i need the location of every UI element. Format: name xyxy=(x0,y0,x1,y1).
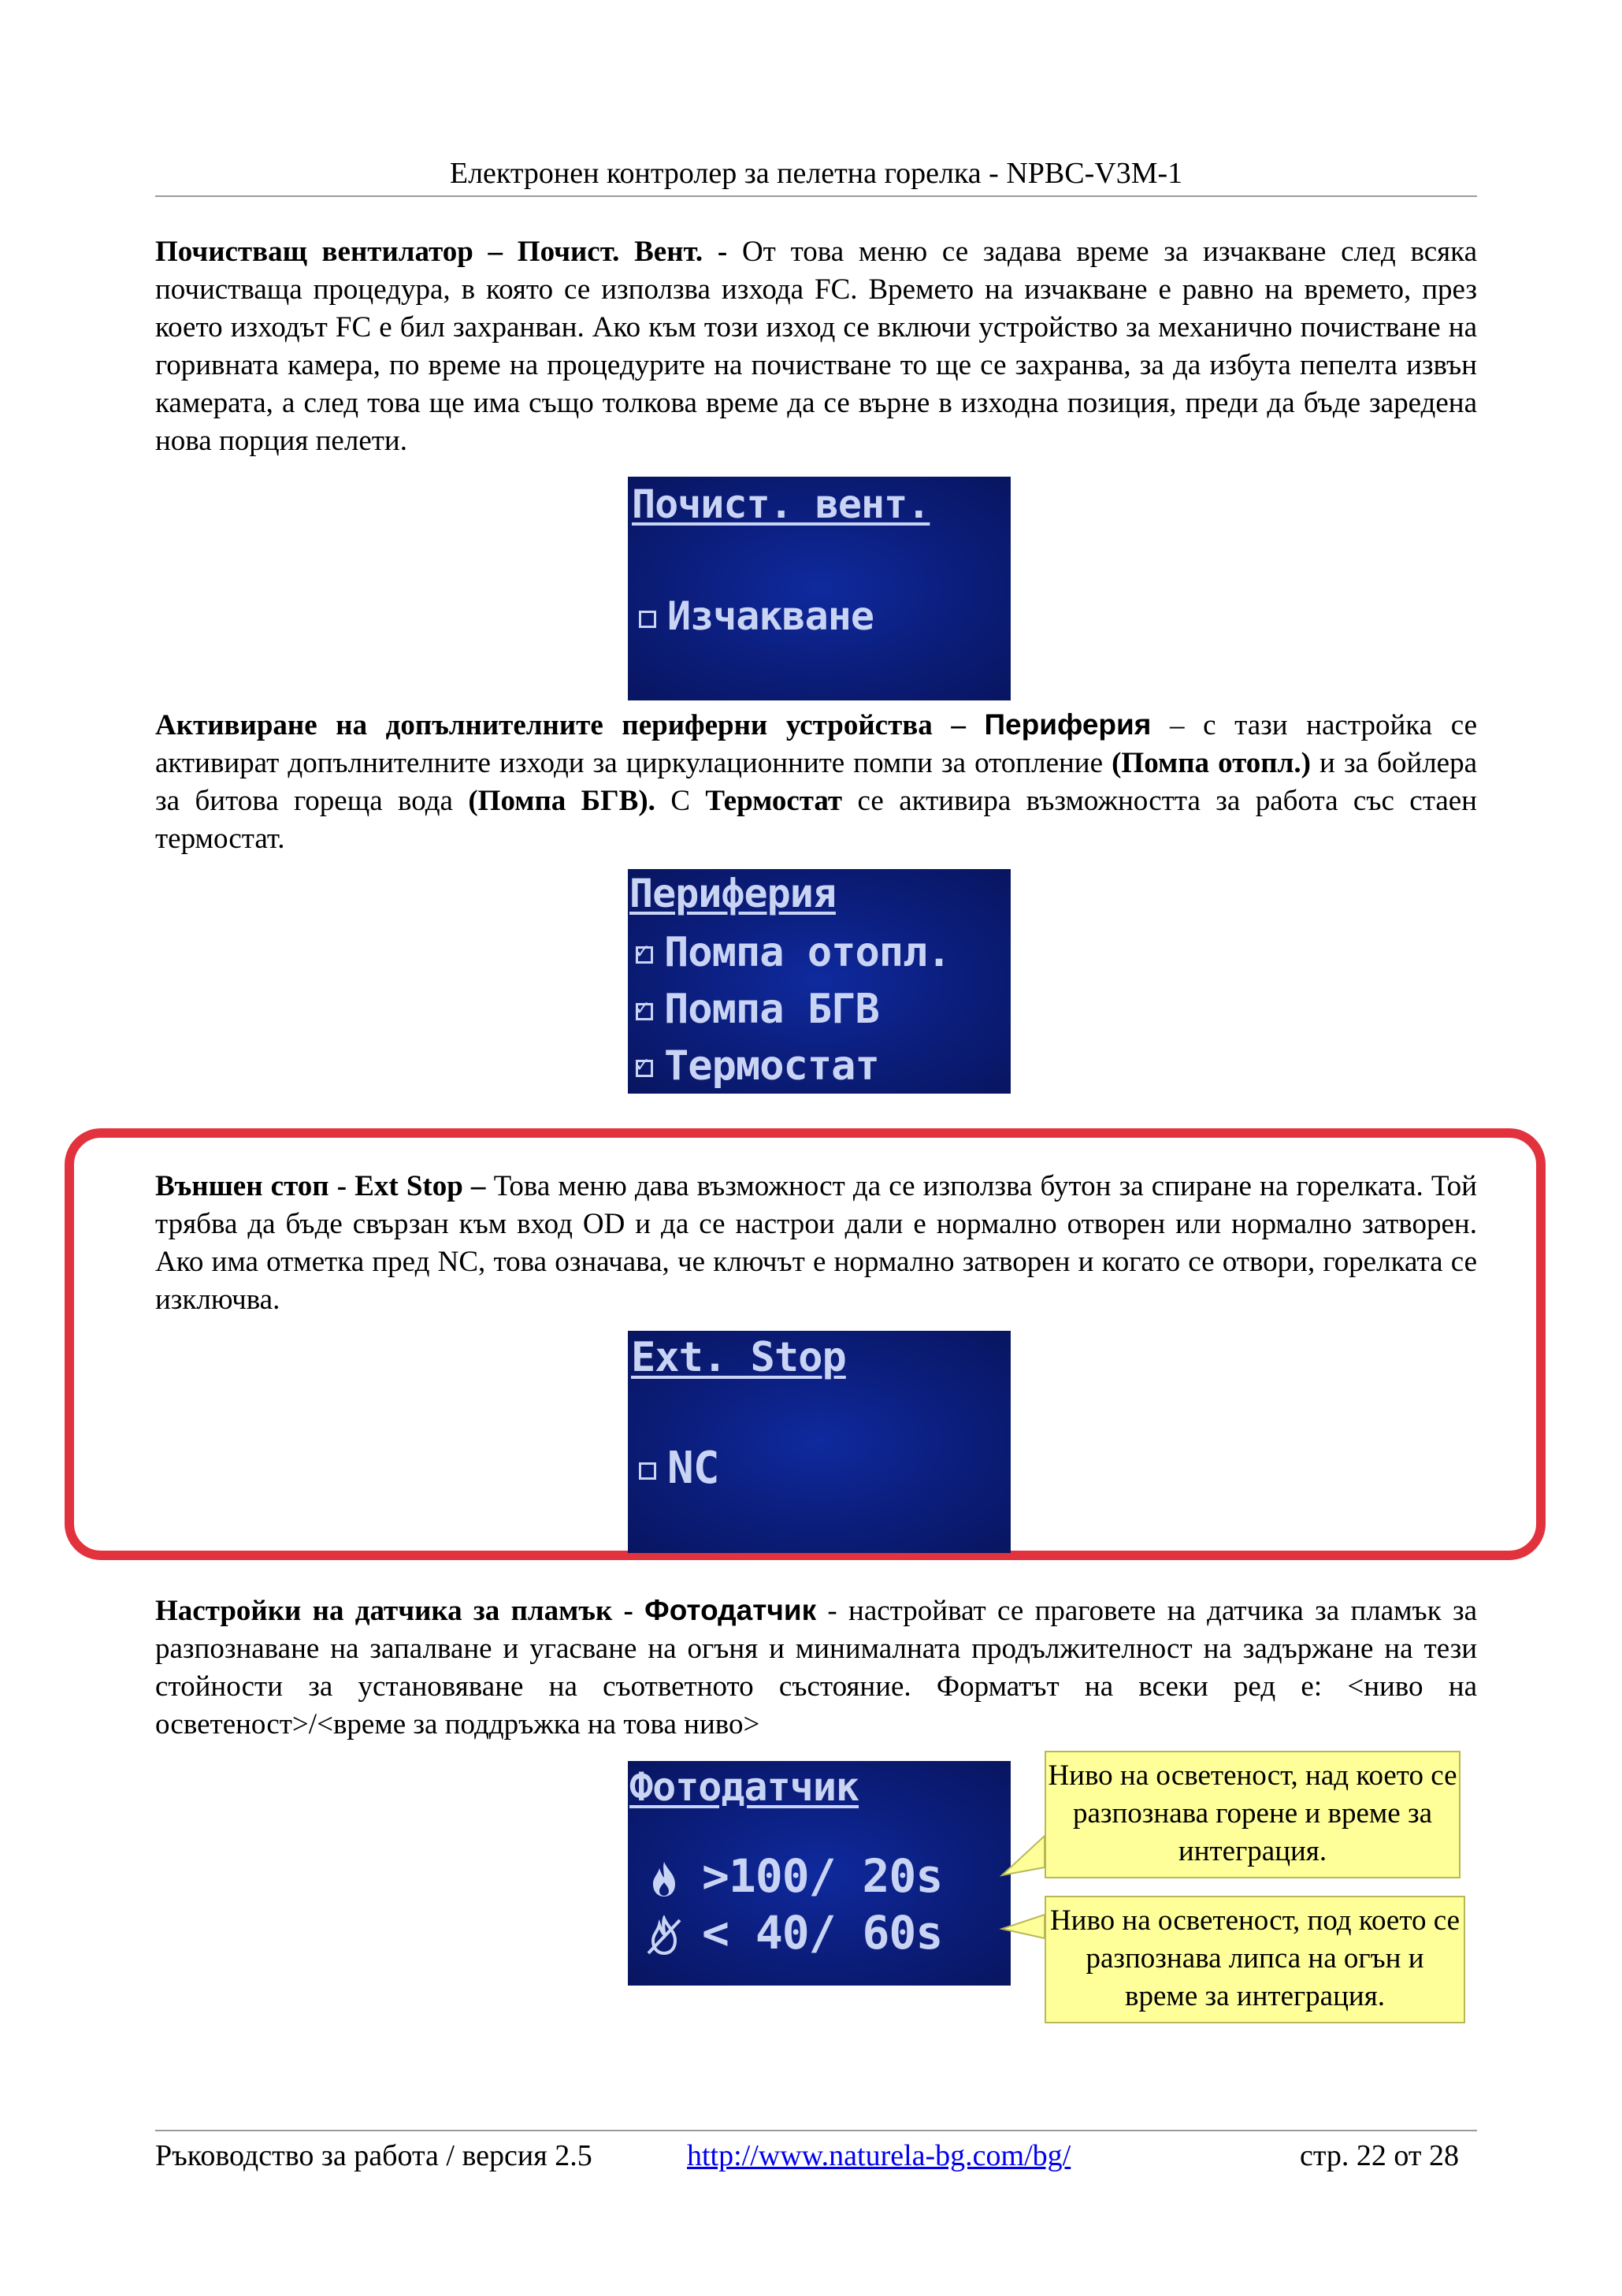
ext-stop-paragraph xyxy=(155,1168,1477,1319)
lcd-title: Ext. Stop xyxy=(631,1334,846,1381)
lcd-option-label: Изчакване xyxy=(667,593,874,639)
footer-website-link[interactable]: http://www.naturela-bg.com/bg/ xyxy=(687,2139,1071,2172)
flame-icon xyxy=(644,1859,685,1900)
checkbox-icon xyxy=(639,611,656,628)
footer-divider xyxy=(155,2130,1477,2131)
lcd-option-row xyxy=(639,593,874,639)
lcd-option-row: ✓Помпа отопл. xyxy=(636,929,951,976)
lcd-periphery xyxy=(628,869,1011,1094)
checkbox-checked-icon xyxy=(636,1003,653,1020)
lcd-cleaning-fan xyxy=(628,477,1011,700)
footer-page-number: стр. 22 от 28 xyxy=(1300,2139,1460,2172)
lcd-title: Почист. вент. xyxy=(632,481,930,527)
photosensor-text: - настройват се праговете на датчика за пламък за разпознаване на запалване и угасване на огъня и минималната продължителност на задържане на тези стойности за установяване на съответното състояние. Форматът на всеки ред е: <ниво на осветеност>/<време за поддръжка на това ниво> xyxy=(155,1595,1477,1741)
lcd-option-row: NC xyxy=(639,1443,718,1494)
periphery-term: Активиране на допълнителните периферни устройства – xyxy=(155,709,966,741)
lcd-photosensor xyxy=(628,1761,1011,1986)
no-flame-icon xyxy=(644,1915,685,1956)
page-header: Електронен контролер за пелетна горелка - NPBC-V3M-1 xyxy=(155,158,1477,197)
callout-flame-off: Ниво на осветеност, под което се разпознава липса на огън и време за интеграция. xyxy=(1045,1896,1465,2023)
photosensor-term: Настройки на датчика за пламък - xyxy=(155,1595,633,1627)
callout-flame-on: Ниво на осветеност, над което се разпознава горене и време за интеграция. xyxy=(1045,1751,1461,1878)
cleaning-fan-term: Почистващ вентилатор – Почист. Вент. - xyxy=(155,236,728,268)
periphery-term-menu: Периферия xyxy=(984,708,1152,741)
lcd-title: Фотодатчик xyxy=(629,1764,859,1810)
lcd-no-flame-value: < 40/ 60s xyxy=(702,1906,943,1960)
photosensor-paragraph xyxy=(155,1592,1477,1744)
lcd-option-row: ✓Термостат xyxy=(636,1042,879,1090)
lcd-ext-stop xyxy=(628,1331,1011,1553)
footer-website-link-wrap xyxy=(687,2137,1071,2175)
checkbox-icon xyxy=(639,1462,656,1480)
lcd-row-no-flame xyxy=(644,1906,942,1960)
cleaning-fan-text: От това меню се задава време за изчакване след всяка почистваща процедура, в която се използва изхода FC. Времето на изчакване е равно на времето, през което изходът FC е бил захранван. Ако към този изход се включи устройство за механично почистване на горивната камера, по време на процедурите на почистване то ще се захранва, за да избута пепелта извън камерата, а след това ще има също толкова време да се върне в изходна позиция, преди да бъде заредена нова порция пелети. xyxy=(155,236,1478,457)
cleaning-fan-paragraph xyxy=(155,233,1477,460)
ext-stop-term: Външен стоп - Ext Stop – xyxy=(155,1170,486,1202)
lcd-option-row: ✓Помпа БГВ xyxy=(636,986,879,1033)
photosensor-term-menu: Фотодатчик xyxy=(644,1594,817,1626)
footer-manual-version: Ръководство за работа / версия 2.5 xyxy=(155,2139,592,2172)
checkbox-checked-icon xyxy=(636,1060,653,1077)
lcd-flame-value: >100/ 20s xyxy=(702,1849,943,1903)
periphery-paragraph: Активиране на допълнителните периферни устройства – Периферия – с тази настройка се активират допълнителните изходи за циркулационните помпи за отопление (Помпа отопл.) и за бойлера за битова гореща вода (Помпа БГВ). С Термостат се активира възможността за работа със стаен термостат. xyxy=(155,708,1477,855)
lcd-row-flame xyxy=(644,1849,942,1903)
lcd-title: Периферия xyxy=(629,871,836,916)
checkbox-checked-icon xyxy=(636,946,653,964)
ext-stop-text: Това меню дава възможност да се използва бутон за спиране на горелката. Той трябва да бъде свързан към вход OD и да се настрои дали е нормално отворен или нормално затворен. Ако има отметка пред NC, това означава, че ключът е нормално затворен и когато се отвори, горелката се изключва. xyxy=(155,1170,1477,1316)
